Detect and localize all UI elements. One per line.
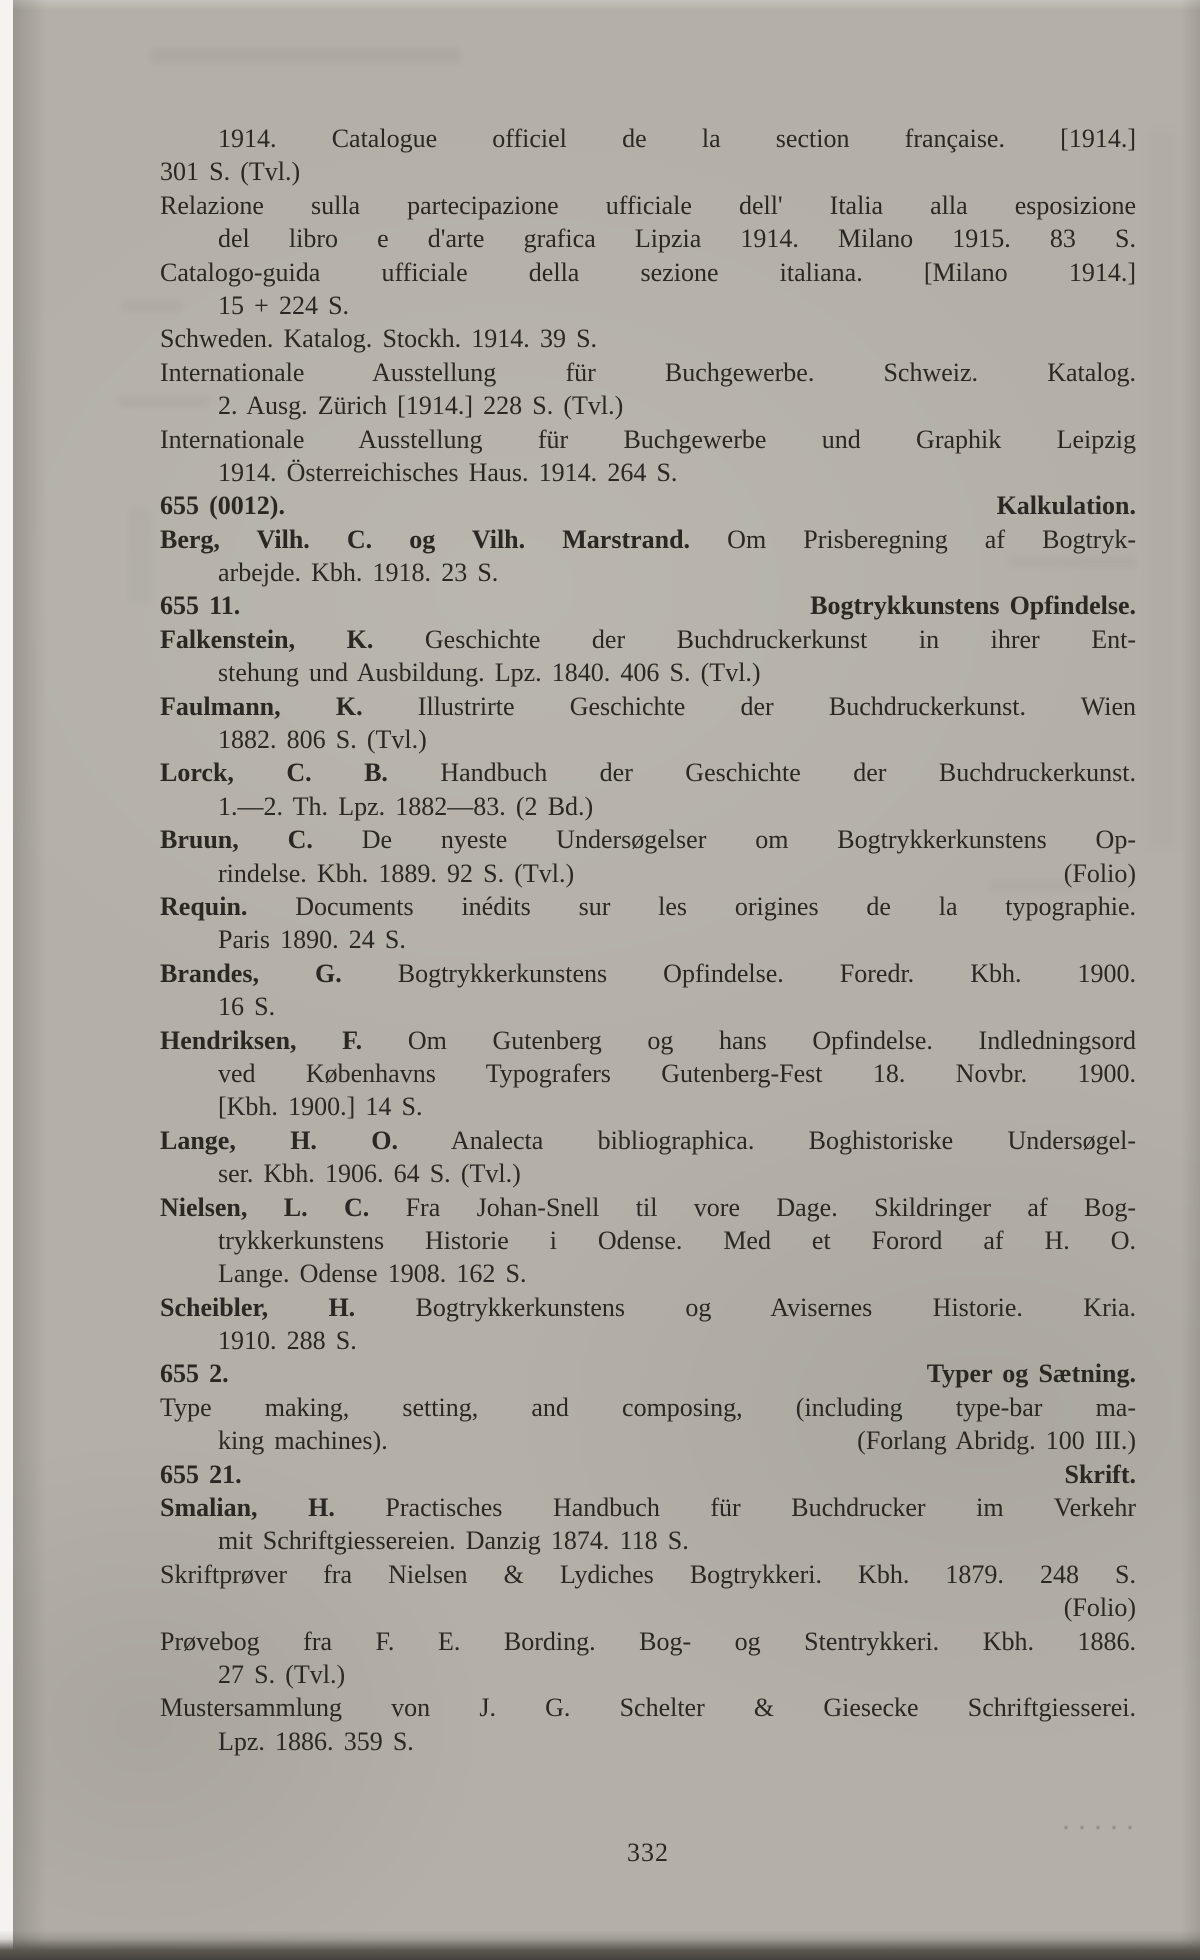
line-right <box>810 589 1136 622</box>
text-line <box>160 1558 1136 1591</box>
body-text: Documents inédits sur les origines de la typographie. <box>247 891 1136 921</box>
body-text: 27 S. (Tvl.) <box>218 1659 346 1689</box>
scan-dot-marks <box>1058 1824 1142 1831</box>
bold-text: Lorck, C. B. <box>160 758 388 788</box>
text-line <box>160 1725 1136 1758</box>
body-text: (Folio) <box>1063 858 1136 888</box>
bold-text: Falkenstein, K. <box>160 624 374 654</box>
text-line <box>160 990 1136 1023</box>
body-text: Relazione sulla partecipazione ufficiale dell' Italia alla esposizione <box>160 190 1136 220</box>
body-text: 1910. 288 S. <box>218 1326 357 1356</box>
text-line <box>160 1357 1136 1390</box>
body-text: trykkerkunstens Historie i Odense. Med et Forord af H. O. <box>218 1225 1136 1255</box>
body-text: Illustrirte Geschichte der Buchdruckerkunst. Wien <box>362 691 1136 721</box>
body-text: del libro e d'arte grafica Lipzia 1914. Milano 1915. 83 S. <box>218 224 1136 254</box>
text-line <box>160 489 1136 522</box>
bold-text: Bogtrykkunstens Opfindelse. <box>810 591 1136 621</box>
body-text: mit Schriftgiessereien. Danzig 1874. 118 S. <box>218 1526 689 1556</box>
bold-text: Typer og Sætning. <box>926 1359 1136 1389</box>
text-line <box>160 890 1136 923</box>
scan-edge-top <box>0 0 1200 10</box>
body-text: Om Gutenberg og hans Opfindelse. Indledningsord <box>362 1025 1136 1055</box>
line-left <box>218 857 574 890</box>
bold-text: Kalkulation. <box>996 491 1136 521</box>
text-line <box>160 1124 1136 1157</box>
body-text: king machines). <box>218 1426 388 1456</box>
body-text: Practisches Handbuch für Buchdrucker im Verkehr <box>334 1493 1137 1523</box>
bold-text: Berg, Vilh. C. og Vilh. Marstrand. <box>160 524 691 554</box>
body-text: Internationale Ausstellung für Buchgewerbe und Graphik Leipzig <box>160 424 1136 454</box>
line-left <box>160 1458 242 1491</box>
line-right <box>997 489 1136 522</box>
body-text: Prøvebog fra F. E. Bording. Bog- og Stentrykkeri. Kbh. 1886. <box>160 1626 1136 1656</box>
bold-text: Lange, H. O. <box>160 1125 398 1155</box>
text-line <box>160 189 1136 222</box>
bold-text: 655 (0012). <box>160 491 285 521</box>
text-line <box>160 1591 1136 1624</box>
bold-text: Scheibler, H. <box>160 1292 356 1322</box>
body-text: Handbuch der Geschichte der Buchdruckerkunst. <box>387 758 1137 788</box>
text-line <box>160 222 1136 255</box>
bold-text: Requin. <box>160 891 248 921</box>
line-left <box>218 1424 388 1457</box>
text-line <box>160 1424 1136 1457</box>
line-right <box>927 1357 1136 1390</box>
body-text: Analecta bibliographica. Boghistoriske Undersøgel- <box>398 1125 1136 1155</box>
bold-text: 655 21. <box>160 1459 242 1489</box>
body-text: stehung und Ausbildung. Lpz. 1840. 406 S. (Tvl.) <box>218 658 761 688</box>
text-line <box>160 1625 1136 1658</box>
body-text: arbejde. Kbh. 1918. 23 S. <box>218 558 499 588</box>
line-right <box>857 1424 1136 1457</box>
text-line <box>160 389 1136 422</box>
body-text: 1882. 806 S. (Tvl.) <box>218 725 427 755</box>
body-text: Bogtrykkerkunstens og Avisernes Historie. Kria. <box>355 1292 1136 1322</box>
bleed-through-smudge <box>128 508 152 604</box>
bold-text: 655 2. <box>160 1359 229 1389</box>
body-text: 1.—2. Th. Lpz. 1882—83. (2 Bd.) <box>218 791 594 821</box>
line-right <box>1065 1458 1137 1491</box>
page-number: 332 <box>627 1838 669 1867</box>
body-text: De nyeste Undersøgelser om Bogtrykkerkunstens Op- <box>312 825 1136 855</box>
text-line <box>160 122 1136 155</box>
body-text: Type making, setting, and composing, (including type-bar ma- <box>160 1392 1136 1422</box>
scan-edge-bottom <box>0 1930 1200 1960</box>
body-text: 16 S. <box>218 992 276 1022</box>
text-line <box>160 1157 1136 1190</box>
text-line <box>160 923 1136 956</box>
text-line <box>160 1090 1136 1123</box>
text-line <box>160 690 1136 723</box>
bold-text: Smalian, H. <box>160 1493 335 1523</box>
body-text: Skriftprøver fra Nielsen & Lydiches Bogtrykkeri. Kbh. 1879. 248 S. <box>160 1559 1136 1589</box>
text-line <box>160 656 1136 689</box>
text-line <box>160 1024 1136 1057</box>
body-text: (Forlang Abridg. 100 III.) <box>857 1426 1136 1456</box>
body-text: rindelse. Kbh. 1889. 92 S. (Tvl.) <box>218 858 575 888</box>
text-line <box>160 1291 1136 1324</box>
text-line <box>160 957 1136 990</box>
bold-text: 655 11. <box>160 591 241 621</box>
bold-text: Faulmann, K. <box>160 691 363 721</box>
body-text: Mustersammlung von J. G. Schelter & Giesecke Schriftgiesserei. <box>160 1693 1136 1723</box>
bleed-through-smudge <box>150 48 460 63</box>
text-line <box>160 1491 1136 1524</box>
body-text: ser. Kbh. 1906. 64 S. (Tvl.) <box>218 1159 521 1189</box>
body-text: Om Prisberegning af Bogtryk- <box>690 524 1136 554</box>
body-text: Fra Johan-Snell til vore Dage. Skildringer af Bog- <box>369 1192 1136 1222</box>
text-line <box>160 523 1136 556</box>
text-line <box>160 1658 1136 1691</box>
text-line <box>160 790 1136 823</box>
scan-edge-left <box>0 0 13 1960</box>
text-line <box>160 823 1136 856</box>
text-line <box>160 256 1136 289</box>
text-line <box>160 1257 1136 1290</box>
body-text: Bogtrykkerkunstens Opfindelse. Foredr. Kbh. 1900. <box>341 958 1136 988</box>
body-text: 301 S. (Tvl.) <box>160 157 301 187</box>
bold-text: Nielsen, L. C. <box>160 1192 370 1222</box>
body-text: Internationale Ausstellung für Buchgewerbe. Schweiz. Katalog. <box>160 357 1136 387</box>
scan-streak <box>1148 130 1178 850</box>
text-line <box>160 155 1136 188</box>
text-line <box>160 1191 1136 1224</box>
bold-text: Skrift. <box>1064 1459 1136 1489</box>
text-line <box>160 1458 1136 1491</box>
body-text: 1914. Österreichisches Haus. 1914. 264 S. <box>218 457 678 487</box>
body-text: [Kbh. 1900.] 14 S. <box>218 1092 423 1122</box>
scan-edge-right <box>1180 0 1200 1960</box>
scan-edge-left-shadow <box>13 0 47 1960</box>
body-text: (Folio) <box>1063 1593 1136 1623</box>
text-line <box>160 322 1136 355</box>
bibliography-text <box>160 122 1136 1758</box>
body-text: ved Københavns Typografers Gutenberg-Fest 18. Novbr. 1900. <box>218 1058 1136 1088</box>
bold-text: Bruun, C. <box>160 825 313 855</box>
text-line <box>160 456 1136 489</box>
text-line <box>160 1691 1136 1724</box>
text-line <box>160 1524 1136 1557</box>
body-text: 2. Ausg. Zürich [1914.] 228 S. (Tvl.) <box>218 391 624 421</box>
body-text: 1914. Catalogue officiel de la section française. [1914.] <box>218 124 1136 153</box>
text-line <box>160 1057 1136 1090</box>
text-line <box>160 857 1136 890</box>
line-left <box>160 489 285 522</box>
line-left <box>160 1357 229 1390</box>
body-text: Geschichte der Buchdruckerkunst in ihrer Ent- <box>373 624 1136 654</box>
body-text: Catalogo-guida ufficiale della sezione italiana. [Milano 1914.] <box>160 257 1136 287</box>
text-line <box>160 1324 1136 1357</box>
text-line <box>160 423 1136 456</box>
text-line <box>160 623 1136 656</box>
bold-text: Hendriksen, F. <box>160 1025 363 1055</box>
body-text: Paris 1890. 24 S. <box>218 925 406 955</box>
text-line <box>160 723 1136 756</box>
text-line <box>160 289 1136 322</box>
body-text: Schweden. Katalog. Stockh. 1914. 39 S. <box>160 324 598 354</box>
line-right <box>1064 857 1136 890</box>
text-line <box>160 756 1136 789</box>
body-text: Lpz. 1886. 359 S. <box>218 1726 414 1756</box>
text-line <box>160 589 1136 622</box>
text-line <box>160 1391 1136 1424</box>
body-text: Lange. Odense 1908. 162 S. <box>218 1259 527 1289</box>
text-line <box>160 556 1136 589</box>
body-text: 15 + 224 S. <box>218 290 350 320</box>
bold-text: Brandes, G. <box>160 958 342 988</box>
text-line <box>160 1224 1136 1257</box>
line-left <box>160 589 240 622</box>
text-line <box>160 356 1136 389</box>
